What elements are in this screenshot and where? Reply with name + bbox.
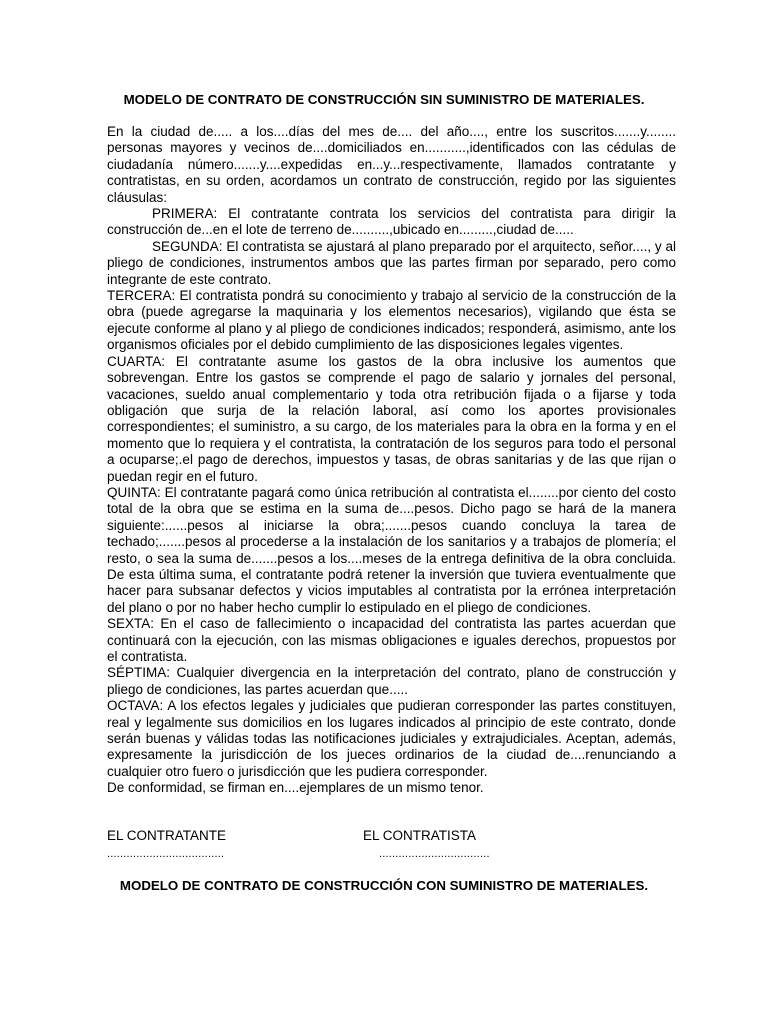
contratista-signature bbox=[363, 828, 490, 862]
clause-cuarta: CUARTA: El contratante asume los gastos de la obra inclusive los aumentos que sobrevengan. Entre los gastos se comprende el pago de salario y jornales del personal, vacaciones, sueldo anual complementario y toda otra retribución fijada o a fijarse y toda obligación que surja de la relación laboral, así como los aportes provisionales correspondientes; el suministro, a su cargo, de los materiales para la obra en la forma y en el momento que lo requiera y el contratista, la contratación de los seguros para todo el personal a ocuparse;.el pago de derechos, impuestos y tasas, de obras sanitarias y de las que rijan o puedan regir en el futuro. bbox=[107, 353, 676, 484]
clause-octava: OCTAVA: A los efectos legales y judiciales que pudieran corresponder las partes constituyen, real y legalmente sus domicilios en los lugares indicados al principio de este contrato, donde serán buenas y válidas todas las notificaciones judiciales y extrajudiciales. Aceptan, además, expresamente la jurisdicción de los jueces ordinarios de la ciudad de....renunciando a cualquier otro fuero o jurisdicción que les pudiera corresponder. bbox=[107, 698, 676, 779]
intro-paragraph: En la ciudad de..... a los....días del mes de.... del año...., entre los suscritos.......y........ personas mayores y vecinos de....domiciliados en...........,identificados con las cédulas de ciudadanía número.......y....expedidas en...y...respectivamente, llamados contratante y contratistas, en su orden, acordamos un contrato de construcción, regido por las siguientes cláusulas: bbox=[107, 124, 676, 205]
contratante-signature bbox=[107, 828, 226, 862]
clause-primera: PRIMERA: El contratante contrata los servicios del contratista para dirigir la construcción de...en el lote de terreno de..........,ubicado en.........,ciudad de..... bbox=[107, 206, 676, 238]
contract-body bbox=[107, 124, 676, 797]
document-title: MODELO DE CONTRATO DE CONSTRUCCIÓN SIN SUMINISTRO DE MATERIALES. bbox=[123, 92, 645, 107]
contratista-signature-line: .................................. bbox=[379, 848, 490, 860]
clause-tercera: TERCERA: El contratista pondrá su conocimiento y trabajo al servicio de la construcción de la obra (puede agregarse la maquinaria y los elementos necesarios), vigilando que ésta se ejecute conforme al plano y al pliego de condiciones indicados; responderá, asimismo, ante los organismos oficiales por el debido cumplimiento de las disposiciones legales vigentes. bbox=[107, 288, 676, 353]
closing-paragraph: De conformidad, se firman en....ejemplares de un mismo tenor. bbox=[107, 780, 484, 796]
second-document-title: MODELO DE CONTRATO DE CONSTRUCCIÓN CON SUMINISTRO DE MATERIALES. bbox=[119, 878, 649, 893]
clause-septima: SÉPTIMA: Cualquier divergencia en la interpretación del contrato, plano de construcción y pliego de condiciones, las partes acuerdan que..... bbox=[107, 665, 676, 697]
clause-sexta: SEXTA: En el caso de fallecimiento o incapacidad del contratista las partes acuerdan que continuará con la ejecución, con las mismas obligaciones e iguales derechos, propuestos por el contratista. bbox=[107, 616, 676, 664]
contratante-label: EL CONTRATANTE bbox=[107, 828, 227, 843]
clause-quinta: QUINTA: El contratante pagará como única retribución al contratista el........por ciento del costo total de la obra que se estima en la suma de....pesos. Dicho pago se hará de la manera siguiente:......pesos al iniciarse la obra;.......pesos cuando concluya la tarea de techado;.......pesos al procederse a la instalación de los sanitarios y a trabajos de plomería; el resto, o sea la suma de.......pesos a los....meses de la entrega definitiva de la obra concluida. De esta última suma, el contratante podrá retener la inversión que tuviera eventualmente que hacer para subsanar defectos y vicios imputables al contratista por la errónea interpretación del plano o por no haber hecho cumplir lo estipulado en el pliego de condiciones. bbox=[107, 484, 676, 615]
contratista-label: EL CONTRATISTA bbox=[363, 828, 477, 843]
contratante-signature-line: .................................... bbox=[107, 848, 225, 860]
clause-segunda: SEGUNDA: El contratista se ajustará al plano preparado por el arquitecto, señor...., y al pliego de condiciones, instrumentos ambos que las partes firman por separado, pero como integrante de este contrato. bbox=[107, 238, 676, 287]
